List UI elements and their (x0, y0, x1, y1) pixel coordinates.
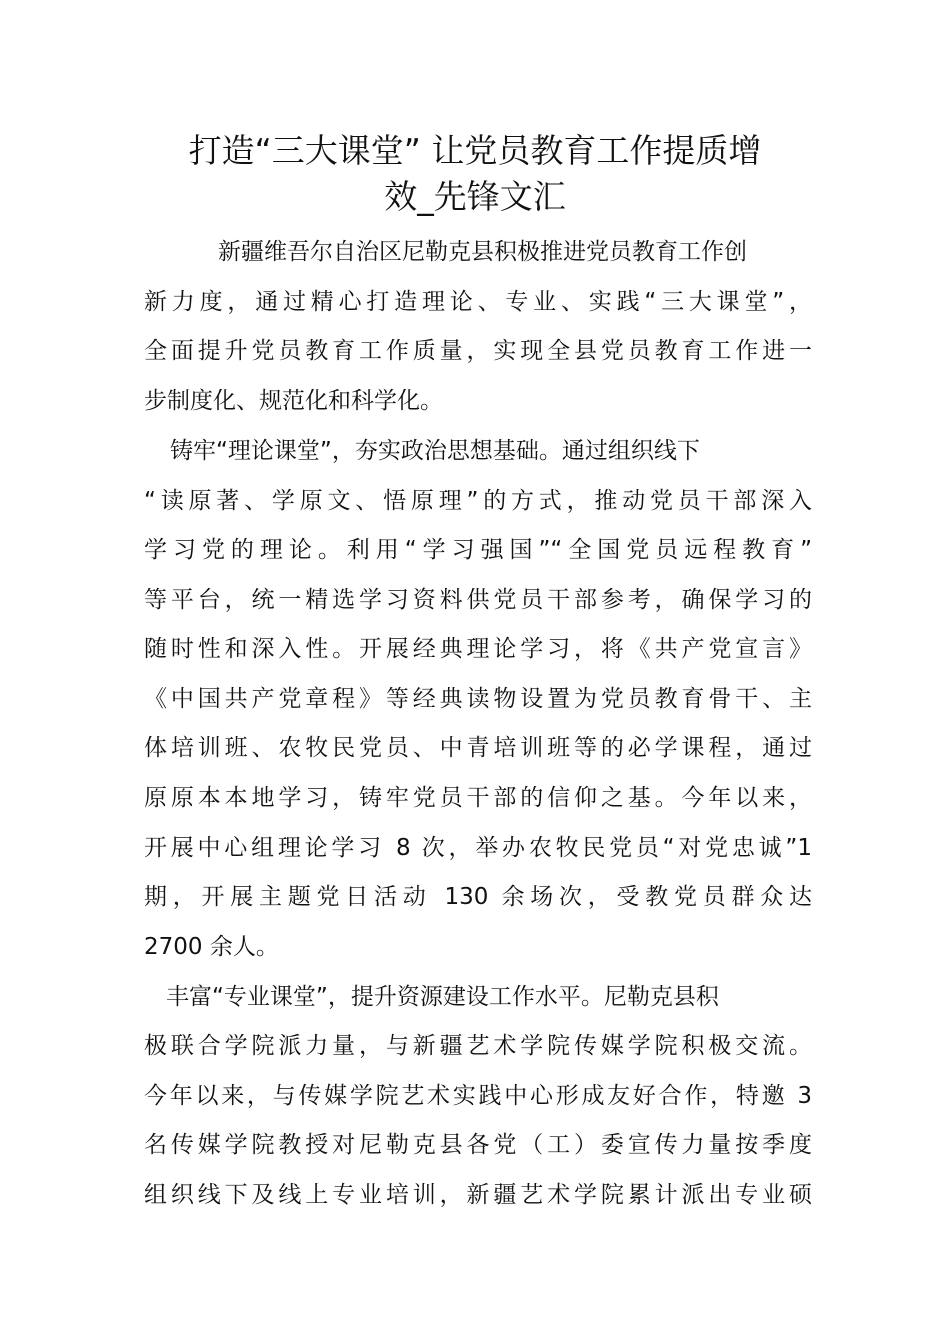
paragraph-2-line-6: 《中国共产党章程》等经典读物设置为党员教育骨干、主 (144, 686, 812, 712)
paragraph-1-line-4: 步制度化、规范化和科学化。 (144, 388, 443, 414)
paragraph-2-line-5: 随时性和深入性。开展经典理论学习，将《共产党宣言》 (144, 636, 812, 662)
paragraph-2-line-9: 开展中心组理论学习 8 次，举办农牧民党员“对党忠诚”1 (144, 835, 812, 861)
document-title (120, 128, 830, 220)
paragraph-3-line-4: 名传媒学院教授对尼勒克县各党（工）委宣传力量按季度 (144, 1132, 812, 1158)
paragraph-2-line-11: 2700 余人。 (144, 934, 279, 960)
paragraph-3-line-2: 极联合学院派力量，与新疆艺术学院传媒学院积极交流。 (144, 1033, 812, 1059)
paragraph-2-line-2: “读原著、学原文、悟原理”的方式，推动党员干部深入 (144, 488, 812, 514)
paragraph-3-line-5: 组织线下及线上专业培训，新疆艺术学院累计派出专业硕 (144, 1182, 812, 1208)
title-line-2: 效_先锋文汇 (384, 177, 566, 216)
paragraph-1-line-1: 新疆维吾尔自治区尼勒克县积极推进党员教育工作创 (218, 239, 747, 265)
paragraph-2-line-10: 期，开展主题党日活动 130 余场次，受教党员群众达 (144, 884, 812, 910)
paragraph-2-line-7: 体培训班、农牧民党员、中青培训班等的必学课程，通过 (144, 735, 812, 761)
paragraph-1-line-3: 全面提升党员教育工作质量，实现全县党员教育工作进一 (144, 338, 812, 364)
paragraph-2-line-8: 原原本本地学习，铸牢党员干部的信仰之基。今年以来， (144, 785, 812, 811)
paragraph-3-line-1: 丰富“专业课堂”，提升资源建设工作水平。尼勒克县积 (166, 984, 719, 1010)
paragraph-2-line-3: 学习党的理论。利用“学习强国”“全国党员远程教育” (144, 537, 812, 563)
paragraph-2-line-1: 铸牢“理论课堂”，夯实政治思想基础。通过组织线下 (170, 438, 700, 464)
paragraph-3-line-3: 今年以来，与传媒学院艺术实践中心形成友好合作，特邀 3 (144, 1083, 812, 1109)
title-line-1: 打造“三大课堂” 让党员教育工作提质增 (188, 131, 762, 170)
paragraph-2-line-4: 等平台，统一精选学习资料供党员干部参考，确保学习的 (144, 587, 812, 613)
paragraph-1-line-2: 新力度，通过精心打造理论、专业、实践“三大课堂”， (144, 289, 812, 315)
